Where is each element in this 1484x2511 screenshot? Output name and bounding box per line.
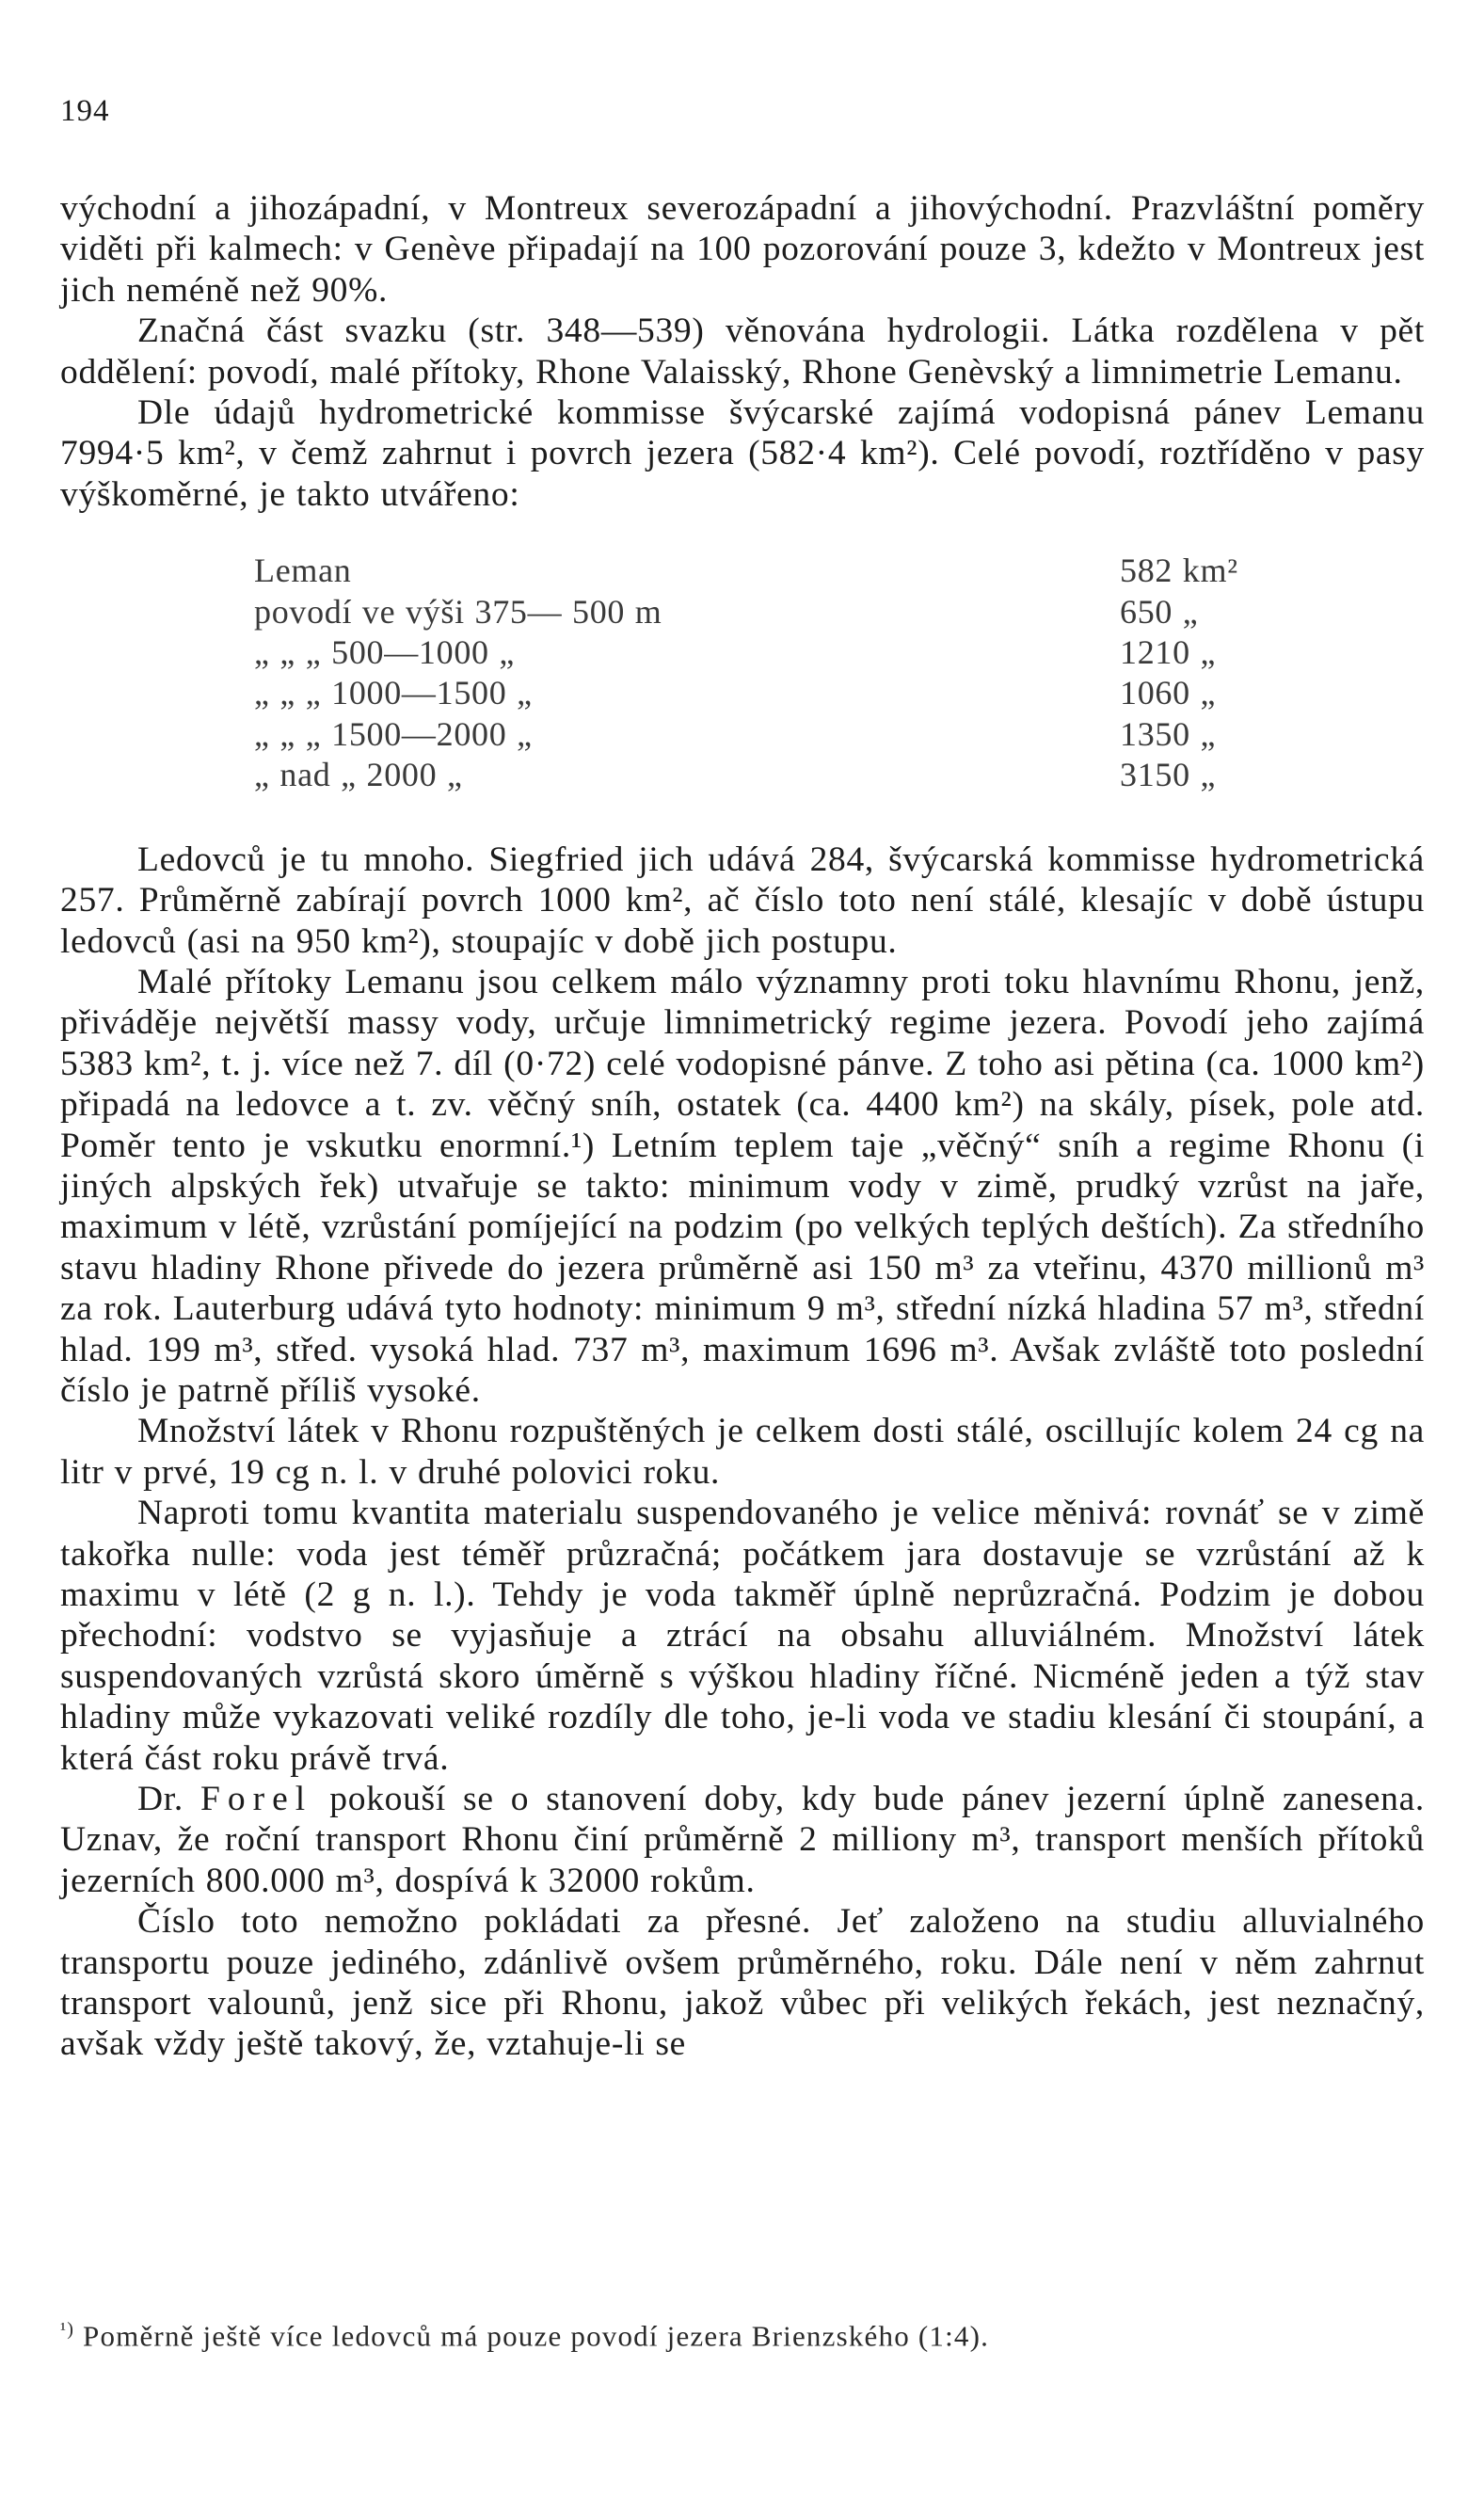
table-value: 1350 „: [1120, 714, 1217, 753]
table-value: 1210 „: [1120, 633, 1217, 672]
author-name: Forel: [200, 1780, 313, 1819]
paragraph: východní a jihozápadní, v Montreux severozápadní a jihovýchodní. Prazvláštní poměry viděti při kalmech: v Genève připadají na 100 pozorování pouze 3, kdežto v Montreux jest jich neméně než 90%.: [60, 189, 1425, 310]
table-label: Leman: [254, 552, 357, 589]
table-label: povodí ve výši 375— 500 m: [254, 593, 668, 631]
table-row: [254, 551, 1289, 591]
paragraph: [60, 1779, 1425, 1901]
paragraph: Naproti tomu kvantita materialu suspendovaného je velice měnivá: rovnáť se v zimě takořka nulle: voda jest téměř průzračná; počátkem jara dostavuje se vzrůstání až k maximu v létě (2 g n. l.). Tehdy je voda takměř úplně neprůzračná. Podzim je dobou přechodní: vodstvo se vyjasňuje a ztrácí na obsahu alluviálném. Množství látek suspendovaných vzrůstá skoro úměrně s výškou hladiny říčné. Nicméně jeden a týž stav hladiny může vykazovati veliké rozdíly dle toho, je-li voda ve stadiu klesání či stoupání, a která část roku právě trvá.: [60, 1494, 1425, 1778]
table-row: [254, 714, 1289, 755]
paragraph: Dle údajů hydrometrické kommisse švýcarské zajímá vodopisná pánev Lemanu 7994·5 km², v čemž zahrnut i povrch jezera (582·4 km²). Celé povodí, roztříděno v pasy výškoměrné, je takto utvářeno:: [60, 393, 1425, 514]
paragraph: Malé přítoky Lemanu jsou celkem málo významny proti toku hlavnímu Rhonu, jenž, přiváděje největší massy vody, určuje limnimetrický regime jezera. Povodí jeho zajímá 5383 km², t. j. více než 7. díl (0·72) celé vodopisné pánve. Z toho asi pětina (ca. 1000 km²) připadá na ledovce a t. zv. věčný sníh, ostatek (ca. 4400 km²) na skály, písek, pole atd. Poměr tento je vskutku enormní.¹) Letním teplem taje „věčný“ sníh a regime Rhonu (i jiných alpských řek) utvařuje se takto: minimum vody v zimě, prudký vzrůst na jaře, maximum v létě, vzrůstání pomíjející na podzim (po velkých teplých deštích). Za středního stavu hladiny Rhone přivede do jezera průměrně asi 150 m³ za vteřinu, 4370 millionů m³ za rok. Lauterburg udává tyto hodnoty: minimum 9 m³, střední nízká hladina 57 m³, střední hlad. 199 m³, střed. vysoká hlad. 737 m³, maximum 1696 m³. Avšak zvláště toto poslední číslo je patrně příliš vysoké.: [60, 962, 1425, 1410]
table-row: [254, 632, 1289, 673]
footnote-mark: ¹): [60, 2319, 75, 2340]
paragraph: Značná část svazku (str. 348—539) věnována hydrologii. Látka rozdělena v pět oddělení: povodí, malé přítoky, Rhone Valaisský, Rhone Genèvský a limnimetrie Lemanu.: [60, 312, 1425, 392]
table-label: „ nad „ 2000 „: [254, 756, 469, 793]
table-value: 3150 „: [1120, 756, 1217, 794]
footnote-text: Poměrně ještě více ledovců má pouze povodí jezera Brienzského (1:4).: [83, 2319, 990, 2353]
paragraph: Množství látek v Rhonu rozpuštěných je celkem dosti stálé, oscillujíc kolem 24 cg na litr v prvé, 19 cg n. l. v druhé polovici roku.: [60, 1412, 1425, 1492]
table-row: [254, 673, 1289, 713]
paragraph-part: pokouší se o stanovení doby, kdy bude pánev jezerní úplně zanesena. Uznav, že roční transport Rhonu činí průměrně 2 milliony m³, transport menších přítoků jezerních 800.000 m³, dospívá k 32000 rokům.: [60, 1780, 1425, 1900]
footnote: [60, 2319, 1425, 2353]
paragraph: Ledovců je tu mnoho. Siegfried jich udává 284, švýcarská kommisse hydrometrická 257. Průměrně zabírají povrch 1000 km², ač číslo toto není stálé, klesajíc v době ústupu ledovců (asi na 950 km²), stoupajíc v době jich postupu.: [60, 840, 1425, 961]
table-label: „ „ „ 500—1000 „: [254, 633, 520, 671]
table-value: 650 „: [1120, 592, 1199, 631]
table-label: „ „ „ 1500—2000 „: [254, 715, 538, 753]
table-row: [254, 592, 1289, 632]
paragraph: Číslo toto nemožno pokládati za přesné. Jeť založeno na studiu alluvialného transportu pouze jediného, zdánlivě ovšem průměrného, roku. Dále není v něm zahrnut transport valounů, jenž sice při Rhonu, jakož vůbec při velikých řekách, jest neznačný, avšak vždy ještě takový, že, vztahuje-li se: [60, 1902, 1425, 2064]
table-label: „ „ „ 1000—1500 „: [254, 674, 538, 712]
altitude-table: [254, 551, 1289, 795]
main-text: [60, 188, 1425, 2065]
table-value: 582 km²: [1120, 552, 1238, 590]
table-row: [254, 755, 1289, 795]
table-value: 1060 „: [1120, 674, 1217, 712]
page-number: 194: [60, 94, 110, 128]
paragraph-part: Dr.: [137, 1780, 201, 1819]
